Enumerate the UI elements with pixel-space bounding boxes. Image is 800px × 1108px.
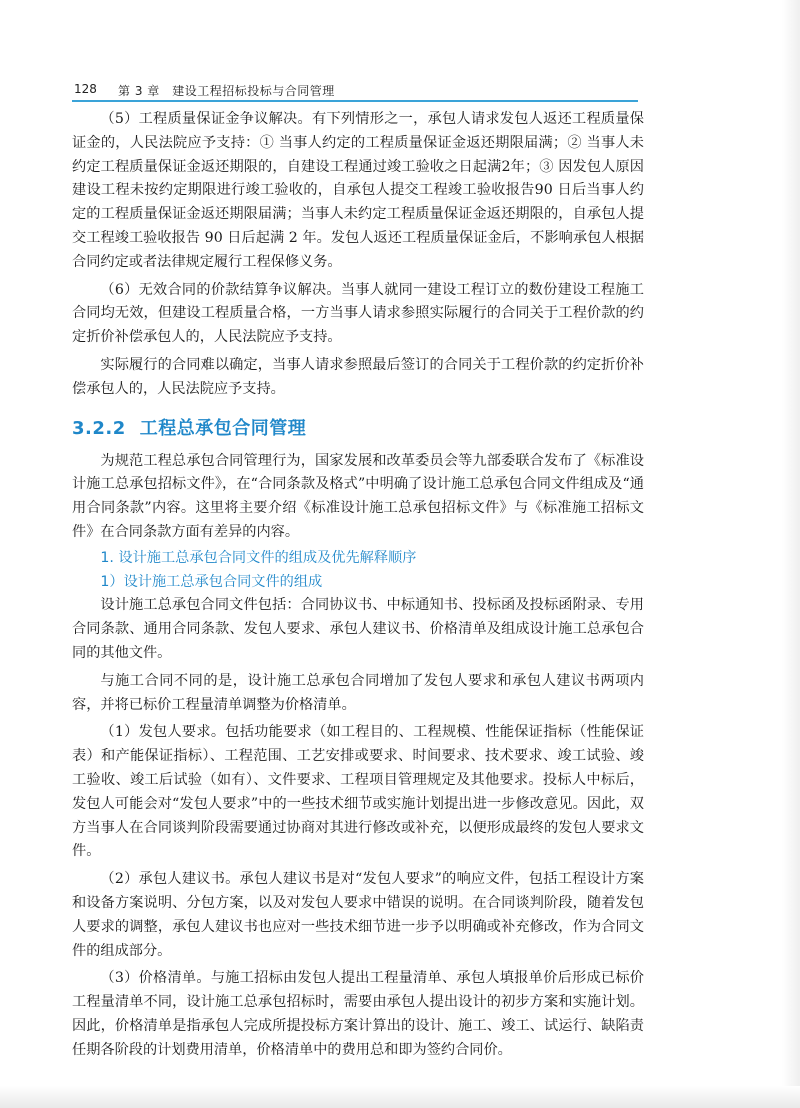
page-number: 128	[74, 82, 97, 96]
page-body	[72, 108, 644, 1062]
section-number: 3.2.2	[72, 417, 126, 439]
running-header	[72, 78, 638, 102]
scan-edge-bottom	[0, 1086, 800, 1108]
paragraph-contract-documents: 设计施工总承包合同文件包括：合同协议书、中标通知书、投标函及投标函附录、专用合同条款、通用合同条款、发包人要求、承包人建议书、价格清单及组成设计施工总承包合同的其他文件。	[72, 597, 644, 661]
section-heading	[72, 414, 644, 440]
header-rule	[72, 100, 638, 102]
paragraph-actual-contract: 实际履行的合同难以确定，当事人请求参照最后签订的合同关于工程价款的约定折价补偿承包人的，人民法院应予支持。	[72, 356, 644, 397]
paragraph-contractor-proposal: （2）承包人建议书。承包人建议书是对“发包人要求”的响应文件，包括工程设计方案和设备方案说明、分包方案，以及对发包人要求中错误的说明。在合同谈判阶段，随着发包人要求的调整，承包人建议书也应对一些技术细节进一步予以明确或补充修改，作为合同文件的组成部分。	[72, 871, 644, 959]
paragraph-invalid-contract: （6）无效合同的价款结算争议解决。当事人就同一建设工程订立的数份建设工程施工合同均无效，但建设工程质量合格，一方当事人请求参照实际履行的合同关于工程价款的约定折价补偿承包人的，人民法院应予支持。	[72, 281, 644, 346]
paragraph-employer-requirements: （1）发包人要求。包括功能要求（如工程目的、工程规模、性能保证指标（性能保证表）和产能保证指标）、工程范围、工艺安排或要求、时间要求、技术要求、竣工试验、竣工验收、竣工后试验（如有）、文件要求、工程项目管理规定及其他要求。投标人中标后，发包人可能会对“发包人要求”中的一些技术细节或实施计划提出进一步修改意见。因此，双方当事人在合同谈判阶段需要通过协商对其进行修改或补充，以便形成最终的发包人要求文件。	[72, 724, 644, 860]
paragraph-quality-deposit: （5）工程质量保证金争议解决。有下列情形之一，承包人请求发包人返还工程质量保证金的，人民法院应予支持：① 当事人约定的工程质量保证金返还期限届满；② 当事人未约定工程质量保证金返还期限的，自建设工程通过竣工验收之日起满2年；③ 因发包人原因建设工程未按约定期限进行竣工验收的，自承包人提交工程竣工验收报告90 日后当事人约定的工程质量保证金返还期限届满；当事人未约定工程质量保证金返还期限的，自承包人提交工程竣工验收报告 90 日后起满 2 年。发包人返还工程质量保证金后，不影响承包人根据合同约定或者法律规定履行工程保修义务。	[72, 111, 644, 270]
section-title: 工程总承包合同管理	[139, 417, 307, 439]
subheading-contract-composition-order: 1. 设计施工总承包合同文件的组成及优先解释顺序	[100, 549, 417, 566]
paragraph-section-intro: 为规范工程总承包合同管理行为，国家发展和改革委员会等九部委联合发布了《标准设计施工总承包招标文件》，在“合同条款及格式”中明确了设计施工总承包合同文件组成及“通用合同条款”内容。这里将主要介绍《标准设计施工总承包招标文件》与《标准施工招标文件》在合同条款方面有差异的内容。	[72, 452, 644, 540]
subheading-contract-composition: 1）设计施工总承包合同文件的组成	[100, 573, 323, 590]
paragraph-price-schedule: （3）价格清单。与施工招标由发包人提出工程量清单、承包人填报单价后形成已标价工程量清单不同，设计施工总承包招标时，需要由承包人提出设计的初步方案和实施计划。因此，价格清单是指承包人完成所提投标方案计算出的设计、施工、竣工、试运行、缺陷责任期各阶段的计划费用清单，价格清单中的费用总和即为签约合同价。	[72, 970, 644, 1058]
scan-edge-right	[782, 0, 800, 1108]
chapter-title: 第 3 章 建设工程招标投标与合同管理	[118, 84, 335, 98]
paragraph-difference: 与施工合同不同的是，设计施工总承包合同增加了发包人要求和承包人建议书两项内容，并将已标价工程量清单调整为价格清单。	[72, 672, 644, 713]
